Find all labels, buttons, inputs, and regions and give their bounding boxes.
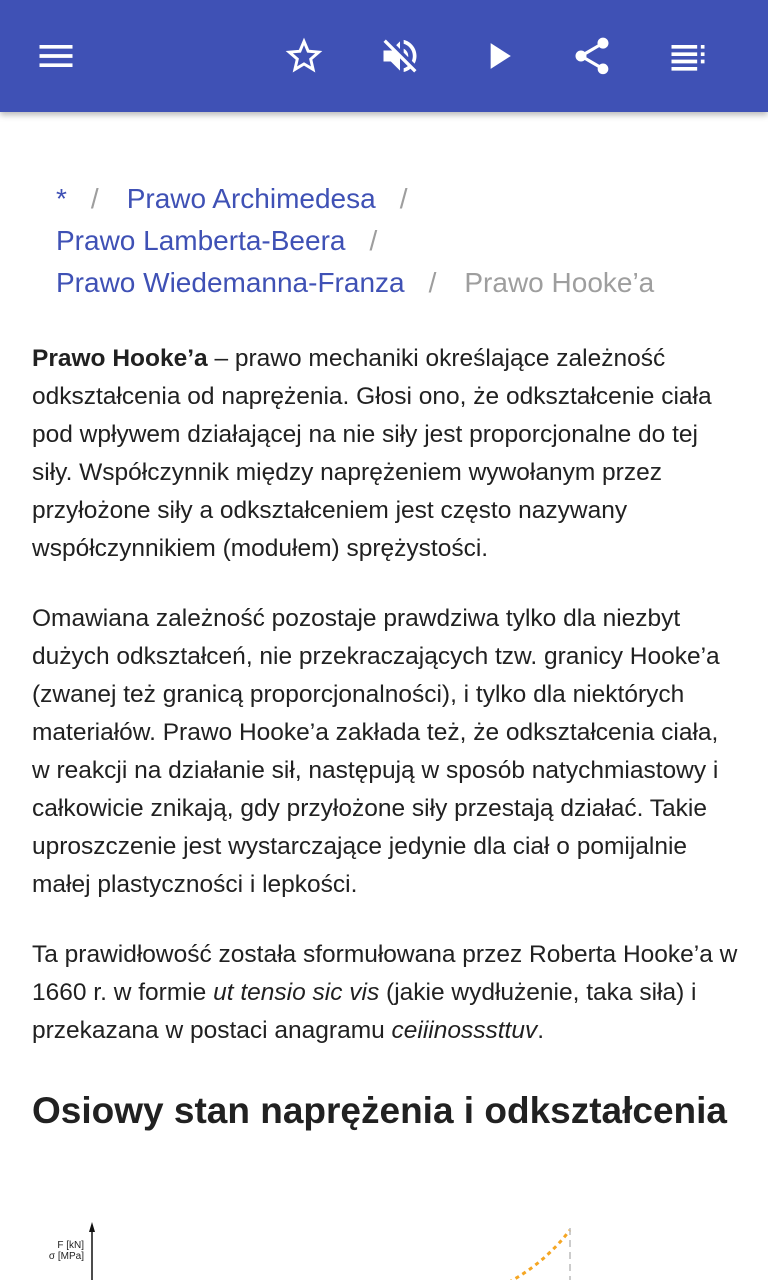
- app-toolbar: [0, 0, 768, 112]
- breadcrumb-link-lambert-beer[interactable]: Prawo Lamberta-Beera: [56, 225, 346, 256]
- section-heading: Osiowy stan naprężenia i odkształcenia: [32, 1090, 728, 1131]
- latin-phrase: ut tensio sic vis: [213, 979, 380, 1006]
- breadcrumb-separator: /: [369, 225, 378, 256]
- breadcrumb-line-3: [56, 262, 736, 304]
- breadcrumb-separator: /: [399, 183, 408, 214]
- content-area: [0, 112, 768, 1280]
- y-axis-arrow: [89, 1222, 95, 1232]
- article-text: Ta prawidłowość została sformułowana przez Roberta Hooke’a w 1660 r. w formie: [32, 941, 738, 1006]
- contents-button[interactable]: [660, 28, 716, 84]
- article-text: – prawo mechaniki określające zależność odkształcenia od naprężenia. Głosi ono, że odkształcenie ciała pod wpływem działającej na nie siły jest proporcjonalne do tej siły. Współczynnik między naprężeniem wywołanym przez przyłożone siły a odkształceniem jest często nazywany współczynnikiem (modułem) sprężystości.: [32, 345, 712, 562]
- breadcrumb-separator: /: [428, 267, 437, 298]
- article-text: Omawiana zależność pozostaje prawdziwa tylko dla niezbyt dużych odkształceń, nie przekraczających tzw. granicy Hooke’a (zwanej też granicą proporcjonalności), i tylko dla niektórych materiałów. Prawo Hooke’a zakłada też, że odkształcenia ciała, w reakcji na działanie sił, następują w sposób natychmiastowy i całkowicie znikają, gdy przyłożone siły przestają działać. Takie uproszczenie jest wystarczające jedynie dla ciał o pomijalnie małej plastyczności i lepkości.: [32, 605, 720, 898]
- article-paragraph-2: [32, 600, 740, 904]
- breadcrumb-link-wiedemann-franz[interactable]: Prawo Wiedemanna-Franza: [56, 267, 405, 298]
- article-term: Prawo Hooke’a: [32, 345, 208, 372]
- stress-strain-curve: [464, 1230, 570, 1280]
- play-icon: [476, 34, 520, 78]
- y-axis-label-force: F [kN]: [57, 1240, 84, 1251]
- mute-button[interactable]: [372, 28, 428, 84]
- breadcrumb-link-archimedes[interactable]: Prawo Archimedesa: [126, 183, 376, 214]
- playlist-icon: [666, 34, 710, 78]
- article-text: .: [537, 1017, 545, 1044]
- diagram-graphic: [40, 1220, 600, 1280]
- share-icon: [570, 34, 614, 78]
- volume-off-icon: [378, 34, 422, 78]
- y-axis-label-stress: σ [MPa]: [48, 1251, 84, 1262]
- breadcrumb-line-1: [56, 178, 736, 220]
- favorite-button[interactable]: [276, 28, 332, 84]
- breadcrumb-home-link[interactable]: *: [56, 183, 67, 214]
- share-button[interactable]: [564, 28, 620, 84]
- article-paragraph-1: [32, 340, 740, 568]
- breadcrumb-separator: /: [90, 183, 99, 214]
- article-paragraph-3: [32, 936, 740, 1050]
- article-body: [32, 340, 740, 1134]
- stress-strain-diagram: [40, 1220, 600, 1280]
- play-button[interactable]: [470, 28, 526, 84]
- menu-icon: [34, 34, 78, 78]
- breadcrumb-line-2: [56, 220, 736, 262]
- article-text: (jakie wydłużenie, taka siła) i przekazana w postaci anagramu: [32, 979, 697, 1044]
- star-outline-icon: [282, 34, 326, 78]
- breadcrumb: [56, 178, 736, 304]
- menu-button[interactable]: [28, 28, 84, 84]
- anagram: ceiiinosssttuv: [391, 1017, 538, 1044]
- breadcrumb-current: Prawo Hooke’a: [464, 267, 655, 298]
